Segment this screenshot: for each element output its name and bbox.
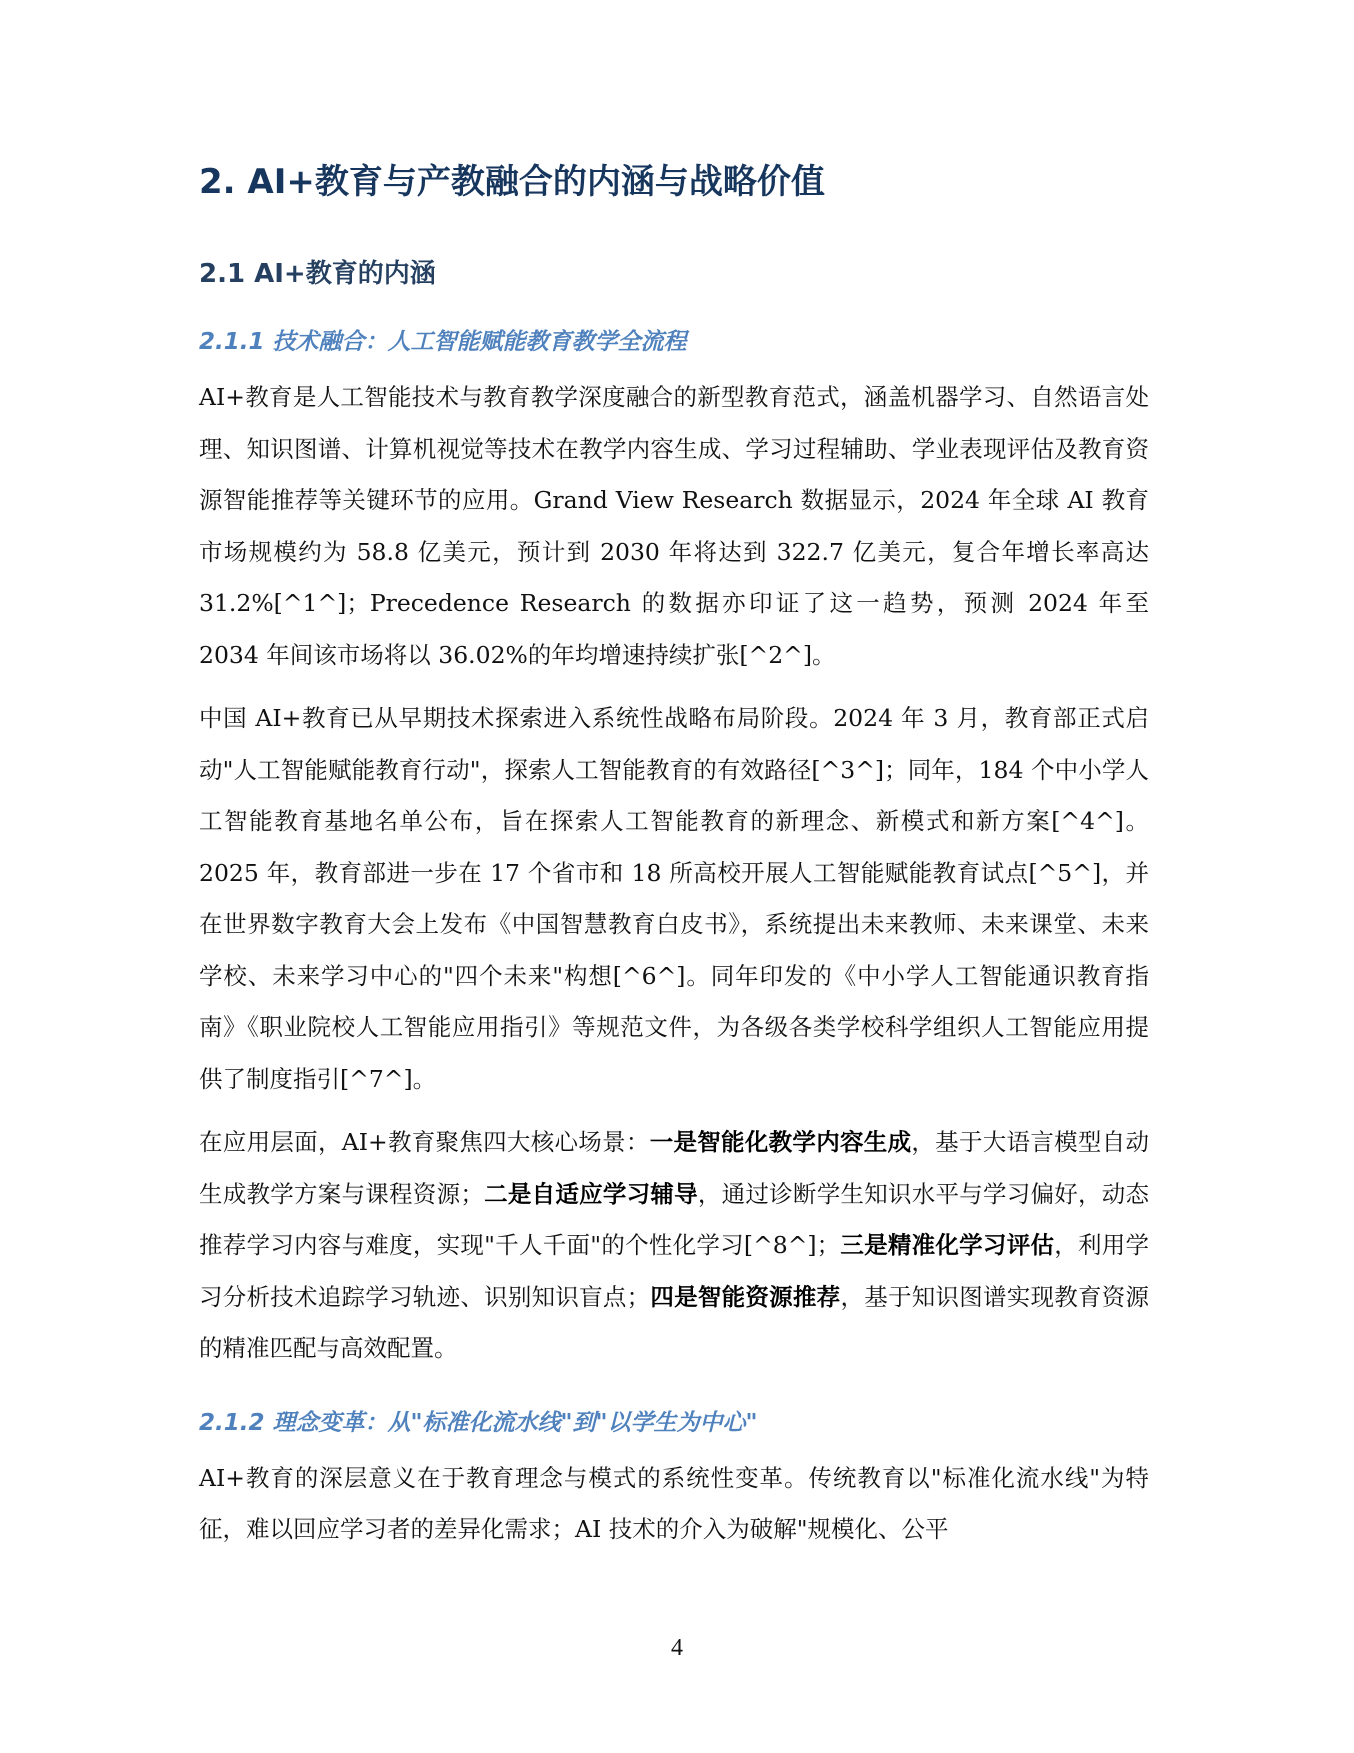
- page-content: [199, 158, 1149, 1556]
- text-run: ，基于大语言模型自动生成教学方案与课程资源；: [199, 1128, 1150, 1208]
- page-number: 4: [671, 1635, 683, 1661]
- paragraph-china-ai-education: 中国 AI+教育已从早期技术探索进入系统性战略布局阶段。2024 年 3 月，教育部正式启动"人工智能赋能教育行动"，探索人工智能教育的有效路径[^3^]；同年，184 个中小学人工智能教育基地名单公布，旨在探索人工智能教育的新理念、新模式和新方案[^4^]。2025 年，教育部进一步在 17 个省市和 18 所高校开展人工智能赋能教育试点[^5^]，并在世界数字教育大会上发布《中国智慧教育白皮书》，系统提出未来教师、未来课堂、未来学校、未来学习中心的"四个未来"构想[^6^]。同年印发的《中小学人工智能通识教育指南》《职业院校人工智能应用指引》等规范文件，为各级各类学校科学组织人工智能应用提供了制度指引[^7^]。: [199, 704, 1149, 1093]
- bold-scenario-four: 四是智能资源推荐: [650, 1282, 841, 1311]
- paragraph-concept-change: AI+教育的深层意义在于教育理念与模式的系统性变革。传统教育以"标准化流水线"为特征，难以回应学习者的差异化需求；AI 技术的介入为破解"规模化、公平: [199, 1463, 1149, 1543]
- subsection-heading-technology-integration: 2.1.1 技术融合：人工智能赋能教育教学全流程: [199, 329, 687, 355]
- bold-scenario-one: 一是智能化教学内容生成: [649, 1128, 912, 1156]
- text-run: ，通过诊断学生知识水平与学习偏好，动态推荐学习内容与难度，实现"千人千面"的个性化学习[^8^]；: [199, 1179, 1150, 1259]
- text-run: ，基于知识图谱实现教育资源的精准匹配与高效配置。: [199, 1282, 1150, 1362]
- bold-scenario-two: 二是自适应学习辅导: [483, 1179, 698, 1208]
- section-heading: 2.1 AI+教育的内涵: [199, 259, 436, 289]
- paragraph-ai-education-definition: AI+教育是人工智能技术与教育教学深度融合的新型教育范式，涵盖机器学习、自然语言处理、知识图谱、计算机视觉等技术在教学内容生成、学习过程辅助、学业表现评估及教育资源智能推荐等关键环节的应用。Grand View Research 数据显示，2024 年全球 AI 教育市场规模约为 58.8 亿美元，预计到 2030 年将达到 322.7 亿美元，复合年增长率高达 31.2%[^1^]；Precedence Research 的数据亦印证了这一趋势，预测 2024 年至 2034 年间该市场将以 36.02%的年均增速持续扩张[^2^]。: [199, 383, 1149, 669]
- text-run: 在应用层面，AI+教育聚焦四大核心场景：: [199, 1128, 650, 1156]
- bold-scenario-three: 三是精准化学习评估: [840, 1231, 1055, 1259]
- text-run: ，利用学习分析技术追踪学习轨迹、识别知识盲点；: [199, 1231, 1150, 1311]
- paragraph-application-scenarios: [199, 1117, 1149, 1375]
- subsection-heading-concept-change: 2.1.2 理念变革：从"标准化流水线"到"以学生为中心": [199, 1409, 758, 1436]
- chapter-heading: 2. AI+教育与产教融合的内涵与战略价值: [199, 162, 825, 202]
